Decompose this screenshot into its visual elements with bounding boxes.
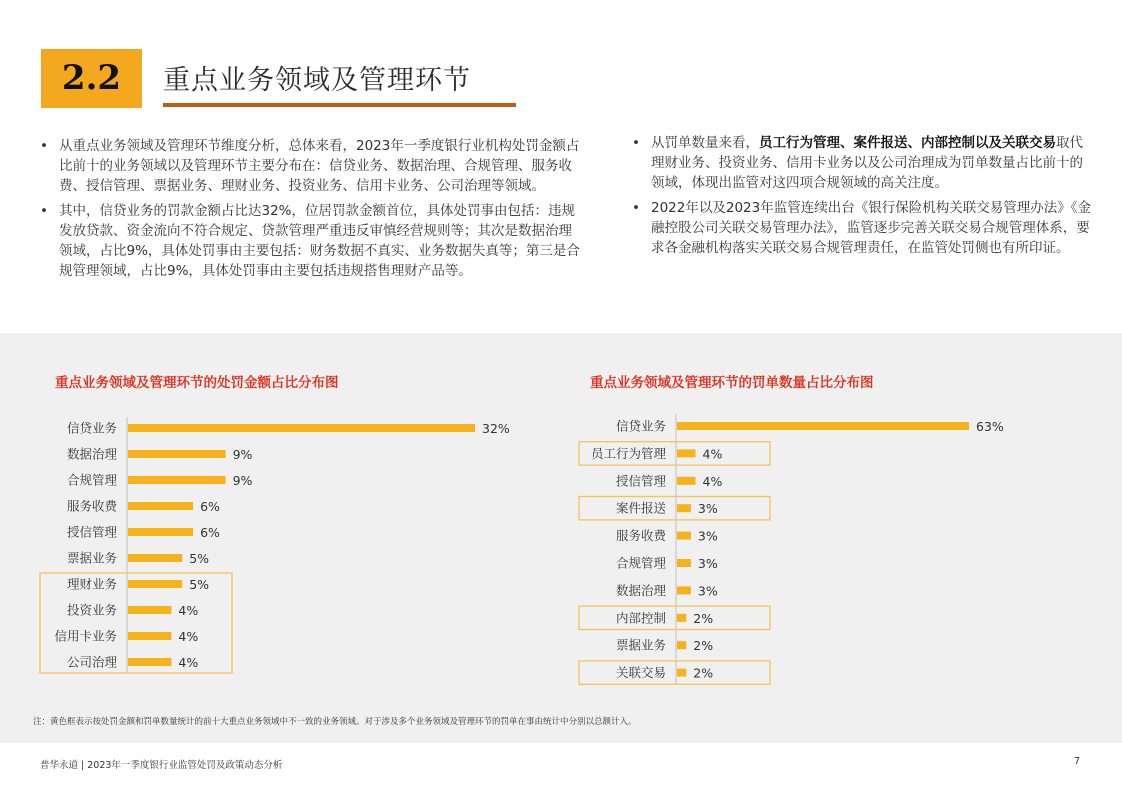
value-label: 4% (178, 629, 199, 644)
count-bar-chart (561, 405, 1122, 695)
value-label: 63% (976, 419, 1004, 434)
bar (677, 477, 696, 485)
bullet-item: • 从罚单数量来看，员工行为管理、案件报送、内部控制以及关联交易取代理财业务、投资业务、信用卡业务以及公司治理成为罚单数量占比前十的领域，体现出监管对这四项合规领域的高关注度。 (632, 133, 1092, 194)
category-label: 服务收费 (615, 528, 666, 544)
bar (128, 502, 193, 510)
value-label: 9% (232, 473, 253, 488)
value-label: 6% (200, 499, 220, 514)
value-label: 4% (702, 446, 723, 462)
value-label: 5% (189, 577, 210, 592)
category-label: 授信管理 (615, 473, 666, 489)
title-underline (163, 103, 516, 107)
value-label: 3% (697, 501, 718, 517)
value-label: 9% (232, 447, 253, 462)
value-label: 3% (697, 583, 718, 599)
section-number: 2.2 (61, 58, 122, 98)
bar (677, 504, 691, 512)
bar (128, 606, 171, 614)
value-label: 4% (178, 603, 199, 618)
category-label: 信贷业务 (615, 418, 666, 434)
category-label: 关联交易 (615, 665, 666, 681)
value-label: 3% (697, 528, 718, 544)
value-label: 3% (697, 556, 718, 571)
section-title: 重点业务领域及管理环节 (163, 65, 471, 96)
value-label: 5% (189, 551, 210, 566)
category-label: 信贷业务 (66, 420, 117, 436)
highlight-box (579, 606, 770, 629)
bar (677, 532, 691, 540)
chart-title-amount: 重点业务领域及管理环节的处罚金额占比分布图 (55, 375, 339, 391)
chart-title-count: 重点业务领域及管理环节的罚单数量占比分布图 (590, 375, 874, 391)
value-label: 4% (702, 473, 723, 489)
bar (677, 614, 686, 622)
category-label: 合规管理 (66, 472, 117, 488)
category-label: 案件报送 (615, 500, 666, 516)
bar (677, 449, 696, 457)
bar (128, 580, 182, 588)
highlight-box (579, 497, 770, 520)
bar (677, 641, 686, 649)
footer-text: 普华永道 | 2023年一季度银行业监管处罚及政策动态分析 (40, 760, 283, 771)
chart-note: 注：黄色框表示按处罚金额和罚单数量统计的前十大重点业务领域中不一致的业务领域。对于涉及多个业务领域及管理环节的罚单在事由统计中分别以总额计入。 (33, 717, 637, 727)
category-label: 员工行为管理 (590, 445, 666, 461)
category-label: 数据治理 (615, 582, 666, 598)
highlight-box (579, 661, 770, 684)
bullet-emphasis: 员工行为管理、案件报送、内部控制以及关联交易 (759, 135, 1056, 151)
bar (128, 450, 226, 458)
bullet-item: • 2022年以及2023年监管连续出台《银行保险机构关联交易管理办法》《金融控股公司关联交易管理办法》，监管逐步完善关联交易合规管理体系，要求各金融机构落实关联交易合规管理责任，在监管处罚侧也有所印证。 (632, 198, 1092, 259)
category-label: 票据业务 (615, 637, 666, 653)
bar (677, 559, 691, 567)
bar (128, 554, 182, 562)
bullet-item: • 从重点业务领域及管理环节维度分析，总体来看，2023年一季度银行业机构处罚金额占比前十的业务领域以及管理环节主要分布在：信贷业务、数据治理、合规管理、服务收费、授信管理、票据业务、理财业务、投资业务、信用卡业务、公司治理等领域。 (40, 136, 580, 197)
bar (128, 476, 226, 484)
category-label: 授信管理 (66, 524, 117, 540)
category-label: 公司治理 (66, 654, 117, 670)
bar (677, 422, 969, 430)
value-label: 32% (482, 421, 510, 436)
category-label: 数据治理 (66, 446, 117, 462)
bullets-right (632, 133, 1092, 262)
category-label: 服务收费 (66, 498, 117, 514)
amount-bar-chart (0, 405, 561, 695)
page-number: 7 (1073, 756, 1080, 767)
category-label: 内部控制 (615, 610, 666, 626)
category-label: 合规管理 (615, 555, 666, 571)
category-label: 理财业务 (66, 576, 117, 592)
value-label: 2% (693, 610, 714, 626)
value-label: 2% (693, 638, 714, 654)
bar (677, 586, 691, 594)
bullets-left (40, 136, 580, 285)
category-label: 票据业务 (66, 550, 117, 566)
category-label: 信用卡业务 (54, 628, 117, 644)
bar (128, 424, 475, 432)
bar (128, 528, 193, 536)
value-label: 2% (693, 665, 714, 681)
bar (128, 632, 171, 640)
bar (677, 669, 686, 677)
value-label: 4% (178, 655, 199, 670)
value-label: 6% (200, 525, 220, 540)
bar (128, 658, 171, 666)
category-label: 投资业务 (66, 602, 117, 618)
bullet-item: • 其中，信贷业务的罚款金额占比达32%，位居罚款金额首位，具体处罚事由包括：违规发放贷款、资金流向不符合规定、贷款管理严重违反审慎经营规则等；其次是数据治理领域，占比9%，具体处罚事由主要包括：财务数据不真实、业务数据失真等；第三是合规管理领域，占比9%，具体处罚事由主要包括违规搭售理财产品等。 (40, 201, 580, 282)
